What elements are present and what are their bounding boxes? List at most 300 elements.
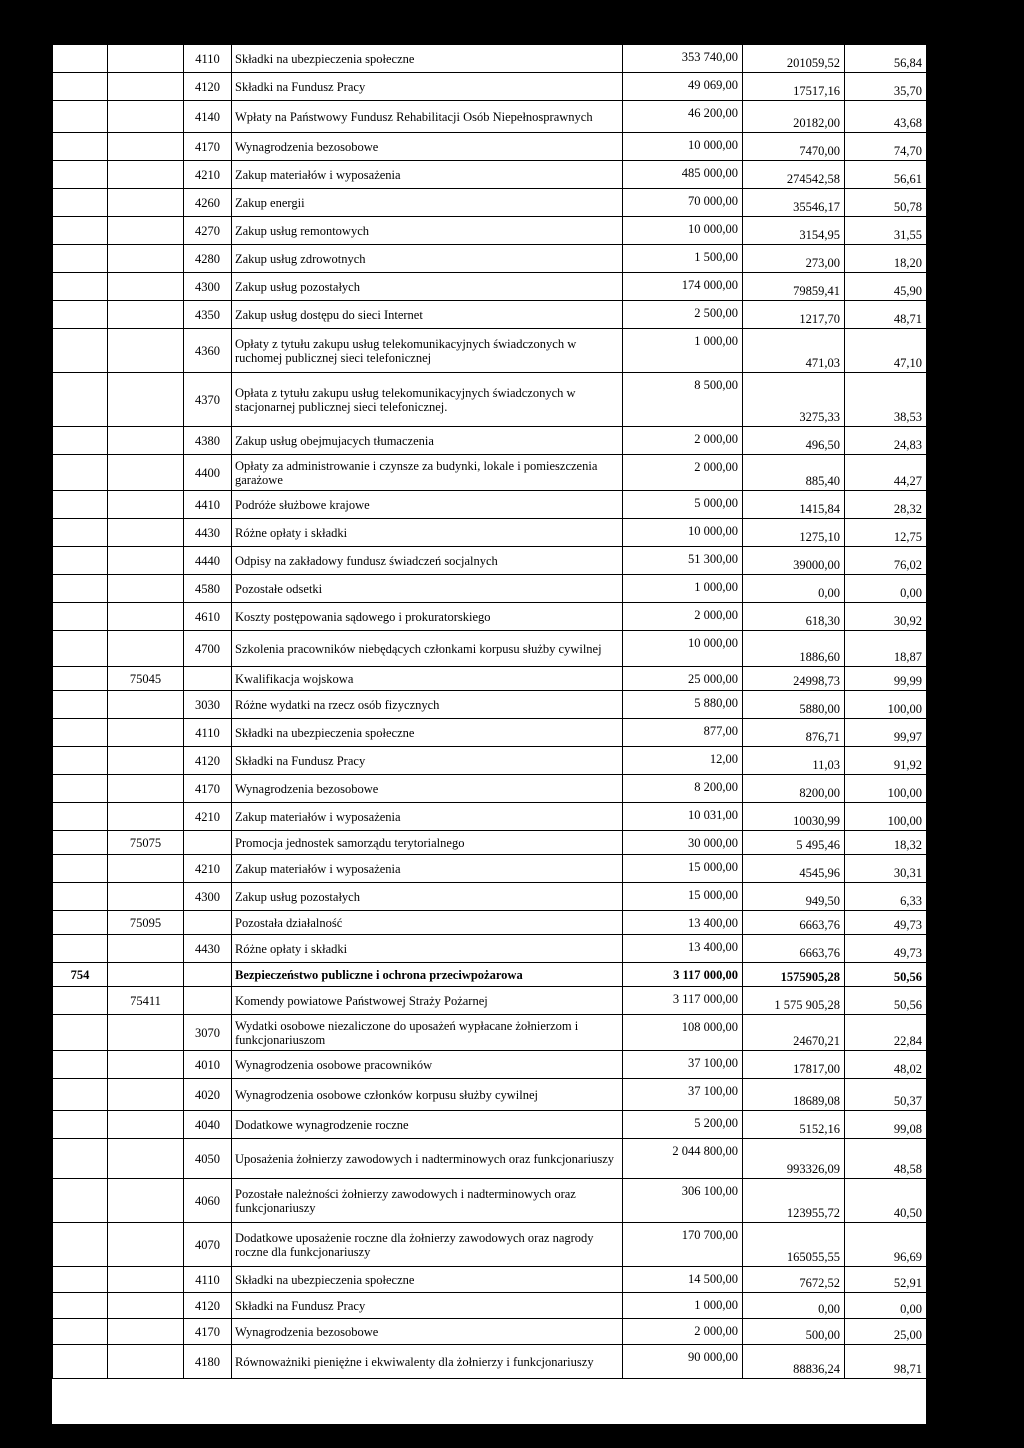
paragraph-code-cell: 4380 <box>184 427 232 455</box>
percent-cell: 18,32 <box>845 831 927 855</box>
plan-amount-cell: 8 500,00 <box>623 373 743 427</box>
chapter-code-cell <box>108 1139 184 1179</box>
chapter-code-cell: 75045 <box>108 667 184 691</box>
plan-amount-cell: 2 000,00 <box>623 427 743 455</box>
table-row <box>53 133 927 161</box>
percent-cell: 50,56 <box>845 987 927 1015</box>
chapter-code-cell <box>108 603 184 631</box>
paragraph-code-cell: 4180 <box>184 1345 232 1379</box>
paragraph-code-cell: 4170 <box>184 1319 232 1345</box>
executed-amount-cell: 273,00 <box>743 245 845 273</box>
percent-cell: 30,92 <box>845 603 927 631</box>
chapter-code-cell <box>108 189 184 217</box>
plan-amount-cell: 10 000,00 <box>623 217 743 245</box>
section-code-cell <box>53 189 108 217</box>
description-cell: Różne opłaty i składki <box>232 935 623 963</box>
percent-cell: 45,90 <box>845 273 927 301</box>
chapter-code-cell <box>108 1051 184 1079</box>
paragraph-code-cell: 4430 <box>184 519 232 547</box>
percent-cell: 50,56 <box>845 963 927 987</box>
percent-cell: 28,32 <box>845 491 927 519</box>
percent-cell: 99,08 <box>845 1111 927 1139</box>
description-cell: Pozostałe należności żołnierzy zawodowych i nadterminowych oraz funkcjonariuszy <box>232 1179 623 1223</box>
table-body <box>53 45 927 1379</box>
percent-cell: 30,31 <box>845 855 927 883</box>
description-cell: Równoważniki pieniężne i ekwiwalenty dla żołnierzy i funkcjonariuszy <box>232 1345 623 1379</box>
paragraph-code-cell: 4280 <box>184 245 232 273</box>
paragraph-code-cell: 4440 <box>184 547 232 575</box>
percent-cell: 6,33 <box>845 883 927 911</box>
table-row <box>53 883 927 911</box>
percent-cell: 50,78 <box>845 189 927 217</box>
description-cell: Wynagrodzenia osobowe członków korpusu służby cywilnej <box>232 1079 623 1111</box>
percent-cell: 100,00 <box>845 803 927 831</box>
section-code-cell <box>53 1267 108 1293</box>
percent-cell: 38,53 <box>845 373 927 427</box>
description-cell: Zakup energii <box>232 189 623 217</box>
chapter-code-cell <box>108 301 184 329</box>
chapter-code-cell <box>108 1015 184 1051</box>
description-cell: Opłata z tytułu zakupu usług telekomunikacyjnych świadczonych w stacjonarnej publicznej sieci telefonicznej. <box>232 373 623 427</box>
section-code-cell <box>53 603 108 631</box>
plan-amount-cell: 2 500,00 <box>623 301 743 329</box>
chapter-code-cell <box>108 73 184 101</box>
table-row <box>53 831 927 855</box>
percent-cell: 40,50 <box>845 1179 927 1223</box>
executed-amount-cell: 1575905,28 <box>743 963 845 987</box>
table-row <box>53 747 927 775</box>
executed-amount-cell: 17517,16 <box>743 73 845 101</box>
table-row <box>53 73 927 101</box>
paragraph-code-cell: 4120 <box>184 747 232 775</box>
percent-cell: 24,83 <box>845 427 927 455</box>
section-code-cell <box>53 691 108 719</box>
percent-cell: 12,75 <box>845 519 927 547</box>
plan-amount-cell: 37 100,00 <box>623 1051 743 1079</box>
table-row <box>53 1139 927 1179</box>
plan-amount-cell: 1 000,00 <box>623 329 743 373</box>
plan-amount-cell: 174 000,00 <box>623 273 743 301</box>
paragraph-code-cell: 4110 <box>184 1267 232 1293</box>
chapter-code-cell <box>108 1223 184 1267</box>
description-cell: Kwalifikacja wojskowa <box>232 667 623 691</box>
description-cell: Zakup materiałów i wyposażenia <box>232 161 623 189</box>
table-row <box>53 519 927 547</box>
table-row <box>53 575 927 603</box>
executed-amount-cell: 0,00 <box>743 1293 845 1319</box>
chapter-code-cell <box>108 45 184 73</box>
table-row <box>53 491 927 519</box>
percent-cell: 99,99 <box>845 667 927 691</box>
paragraph-code-cell: 4010 <box>184 1051 232 1079</box>
description-cell: Składki na ubezpieczenia społeczne <box>232 45 623 73</box>
executed-amount-cell: 10030,99 <box>743 803 845 831</box>
description-cell: Wynagrodzenia bezosobowe <box>232 1319 623 1345</box>
table-row <box>53 911 927 935</box>
paragraph-code-cell: 4060 <box>184 1179 232 1223</box>
executed-amount-cell: 3275,33 <box>743 373 845 427</box>
executed-amount-cell: 35546,17 <box>743 189 845 217</box>
description-cell: Zakup materiałów i wyposażenia <box>232 803 623 831</box>
section-code-cell <box>53 161 108 189</box>
budget-table <box>52 44 927 1379</box>
table-row <box>53 963 927 987</box>
description-cell: Komendy powiatowe Państwowej Straży Pożarnej <box>232 987 623 1015</box>
executed-amount-cell: 123955,72 <box>743 1179 845 1223</box>
description-cell: Składki na ubezpieczenia społeczne <box>232 1267 623 1293</box>
chapter-code-cell <box>108 101 184 133</box>
section-code-cell <box>53 911 108 935</box>
executed-amount-cell: 618,30 <box>743 603 845 631</box>
table-row <box>53 101 927 133</box>
description-cell: Zakup usług dostępu do sieci Internet <box>232 301 623 329</box>
section-code-cell <box>53 775 108 803</box>
percent-cell: 0,00 <box>845 1293 927 1319</box>
description-cell: Wynagrodzenia bezosobowe <box>232 133 623 161</box>
plan-amount-cell: 10 000,00 <box>623 519 743 547</box>
description-cell: Koszty postępowania sądowego i prokuratorskiego <box>232 603 623 631</box>
table-row <box>53 45 927 73</box>
section-code-cell <box>53 575 108 603</box>
plan-amount-cell: 877,00 <box>623 719 743 747</box>
table-row <box>53 1267 927 1293</box>
table-row <box>53 631 927 667</box>
section-code-cell <box>53 803 108 831</box>
chapter-code-cell <box>108 1345 184 1379</box>
chapter-code-cell <box>108 1293 184 1319</box>
description-cell: Składki na Fundusz Pracy <box>232 73 623 101</box>
executed-amount-cell: 8200,00 <box>743 775 845 803</box>
plan-amount-cell: 2 000,00 <box>623 603 743 631</box>
table-row <box>53 273 927 301</box>
table-row <box>53 1015 927 1051</box>
executed-amount-cell: 5880,00 <box>743 691 845 719</box>
plan-amount-cell: 8 200,00 <box>623 775 743 803</box>
section-code-cell <box>53 831 108 855</box>
executed-amount-cell: 274542,58 <box>743 161 845 189</box>
section-code-cell <box>53 45 108 73</box>
plan-amount-cell: 485 000,00 <box>623 161 743 189</box>
executed-amount-cell: 201059,52 <box>743 45 845 73</box>
plan-amount-cell: 3 117 000,00 <box>623 963 743 987</box>
section-code-cell <box>53 547 108 575</box>
percent-cell: 50,37 <box>845 1079 927 1111</box>
executed-amount-cell: 7672,52 <box>743 1267 845 1293</box>
chapter-code-cell <box>108 491 184 519</box>
executed-amount-cell: 20182,00 <box>743 101 845 133</box>
section-code-cell: 754 <box>53 963 108 987</box>
plan-amount-cell: 5 880,00 <box>623 691 743 719</box>
executed-amount-cell: 496,50 <box>743 427 845 455</box>
section-code-cell <box>53 1179 108 1223</box>
section-code-cell <box>53 855 108 883</box>
percent-cell: 48,71 <box>845 301 927 329</box>
paragraph-code-cell <box>184 987 232 1015</box>
description-cell: Bezpieczeństwo publiczne i ochrona przeciwpożarowa <box>232 963 623 987</box>
plan-amount-cell: 1 500,00 <box>623 245 743 273</box>
plan-amount-cell: 14 500,00 <box>623 1267 743 1293</box>
section-code-cell <box>53 1223 108 1267</box>
section-code-cell <box>53 667 108 691</box>
paragraph-code-cell: 4210 <box>184 803 232 831</box>
section-code-cell <box>53 1051 108 1079</box>
table-row <box>53 935 927 963</box>
section-code-cell <box>53 883 108 911</box>
executed-amount-cell: 6663,76 <box>743 911 845 935</box>
plan-amount-cell: 5 200,00 <box>623 1111 743 1139</box>
executed-amount-cell: 3154,95 <box>743 217 845 245</box>
percent-cell: 49,73 <box>845 911 927 935</box>
plan-amount-cell: 1 000,00 <box>623 1293 743 1319</box>
plan-amount-cell: 10 031,00 <box>623 803 743 831</box>
executed-amount-cell: 1275,10 <box>743 519 845 547</box>
plan-amount-cell: 2 044 800,00 <box>623 1139 743 1179</box>
executed-amount-cell: 6663,76 <box>743 935 845 963</box>
description-cell: Dodatkowe wynagrodzenie roczne <box>232 1111 623 1139</box>
description-cell: Opłaty za administrowanie i czynsze za budynki, lokale i pomieszczenia garażowe <box>232 455 623 491</box>
percent-cell: 18,20 <box>845 245 927 273</box>
executed-amount-cell: 18689,08 <box>743 1079 845 1111</box>
plan-amount-cell: 90 000,00 <box>623 1345 743 1379</box>
executed-amount-cell: 24670,21 <box>743 1015 845 1051</box>
section-code-cell <box>53 1139 108 1179</box>
plan-amount-cell: 46 200,00 <box>623 101 743 133</box>
executed-amount-cell: 39000,00 <box>743 547 845 575</box>
executed-amount-cell: 5152,16 <box>743 1111 845 1139</box>
plan-amount-cell: 30 000,00 <box>623 831 743 855</box>
executed-amount-cell: 876,71 <box>743 719 845 747</box>
executed-amount-cell: 5 495,46 <box>743 831 845 855</box>
executed-amount-cell: 1415,84 <box>743 491 845 519</box>
paragraph-code-cell: 4300 <box>184 883 232 911</box>
percent-cell: 18,87 <box>845 631 927 667</box>
table-row <box>53 1319 927 1345</box>
percent-cell: 43,68 <box>845 101 927 133</box>
percent-cell: 25,00 <box>845 1319 927 1345</box>
executed-amount-cell: 24998,73 <box>743 667 845 691</box>
table-row <box>53 803 927 831</box>
section-code-cell <box>53 373 108 427</box>
chapter-code-cell <box>108 855 184 883</box>
percent-cell: 98,71 <box>845 1345 927 1379</box>
table-row <box>53 1111 927 1139</box>
section-code-cell <box>53 301 108 329</box>
chapter-code-cell <box>108 1079 184 1111</box>
percent-cell: 52,91 <box>845 1267 927 1293</box>
paragraph-code-cell: 3070 <box>184 1015 232 1051</box>
table-row <box>53 1345 927 1379</box>
chapter-code-cell <box>108 883 184 911</box>
paragraph-code-cell: 4120 <box>184 1293 232 1319</box>
chapter-code-cell <box>108 963 184 987</box>
percent-cell: 99,97 <box>845 719 927 747</box>
executed-amount-cell: 11,03 <box>743 747 845 775</box>
paragraph-code-cell: 4210 <box>184 161 232 189</box>
paragraph-code-cell: 4400 <box>184 455 232 491</box>
section-code-cell <box>53 245 108 273</box>
plan-amount-cell: 12,00 <box>623 747 743 775</box>
section-code-cell <box>53 1111 108 1139</box>
executed-amount-cell: 0,00 <box>743 575 845 603</box>
section-code-cell <box>53 935 108 963</box>
chapter-code-cell <box>108 519 184 547</box>
table-row <box>53 189 927 217</box>
paragraph-code-cell: 4070 <box>184 1223 232 1267</box>
table-row <box>53 775 927 803</box>
plan-amount-cell: 5 000,00 <box>623 491 743 519</box>
paragraph-code-cell <box>184 963 232 987</box>
section-code-cell <box>53 1293 108 1319</box>
chapter-code-cell: 75075 <box>108 831 184 855</box>
table-row <box>53 1293 927 1319</box>
description-cell: Opłaty z tytułu zakupu usług telekomunikacyjnych świadczonych w ruchomej publicznej sieci telefonicznej <box>232 329 623 373</box>
chapter-code-cell: 75411 <box>108 987 184 1015</box>
table-row <box>53 547 927 575</box>
plan-amount-cell: 51 300,00 <box>623 547 743 575</box>
plan-amount-cell: 3 117 000,00 <box>623 987 743 1015</box>
chapter-code-cell <box>108 427 184 455</box>
section-code-cell <box>53 329 108 373</box>
description-cell: Zakup usług obejmujacych tłumaczenia <box>232 427 623 455</box>
table-row <box>53 161 927 189</box>
table-row <box>53 1051 927 1079</box>
section-code-cell <box>53 133 108 161</box>
description-cell: Podróże służbowe krajowe <box>232 491 623 519</box>
paragraph-code-cell: 4360 <box>184 329 232 373</box>
plan-amount-cell: 2 000,00 <box>623 455 743 491</box>
table-row <box>53 455 927 491</box>
plan-amount-cell: 353 740,00 <box>623 45 743 73</box>
executed-amount-cell: 165055,55 <box>743 1223 845 1267</box>
percent-cell: 76,02 <box>845 547 927 575</box>
chapter-code-cell <box>108 455 184 491</box>
description-cell: Składki na ubezpieczenia społeczne <box>232 719 623 747</box>
executed-amount-cell: 993326,09 <box>743 1139 845 1179</box>
chapter-code-cell <box>108 691 184 719</box>
chapter-code-cell <box>108 373 184 427</box>
description-cell: Składki na Fundusz Pracy <box>232 1293 623 1319</box>
chapter-code-cell <box>108 631 184 667</box>
table-row <box>53 301 927 329</box>
chapter-code-cell <box>108 1179 184 1223</box>
paragraph-code-cell: 4110 <box>184 719 232 747</box>
chapter-code-cell <box>108 575 184 603</box>
chapter-code-cell <box>108 719 184 747</box>
description-cell: Wynagrodzenia bezosobowe <box>232 775 623 803</box>
plan-amount-cell: 49 069,00 <box>623 73 743 101</box>
chapter-code-cell <box>108 775 184 803</box>
percent-cell: 74,70 <box>845 133 927 161</box>
paragraph-code-cell: 4040 <box>184 1111 232 1139</box>
description-cell: Różne opłaty i składki <box>232 519 623 547</box>
percent-cell: 31,55 <box>845 217 927 245</box>
percent-cell: 47,10 <box>845 329 927 373</box>
description-cell: Składki na Fundusz Pracy <box>232 747 623 775</box>
chapter-code-cell <box>108 329 184 373</box>
plan-amount-cell: 70 000,00 <box>623 189 743 217</box>
chapter-code-cell <box>108 803 184 831</box>
paragraph-code-cell: 4120 <box>184 73 232 101</box>
paragraph-code-cell: 4210 <box>184 855 232 883</box>
section-code-cell <box>53 987 108 1015</box>
chapter-code-cell <box>108 1319 184 1345</box>
description-cell: Wpłaty na Państwowy Fundusz Rehabilitacji Osób Niepełnosprawnych <box>232 101 623 133</box>
percent-cell: 48,58 <box>845 1139 927 1179</box>
chapter-code-cell <box>108 747 184 775</box>
executed-amount-cell: 1886,60 <box>743 631 845 667</box>
description-cell: Pozostałe odsetki <box>232 575 623 603</box>
paragraph-code-cell: 4170 <box>184 133 232 161</box>
chapter-code-cell <box>108 1111 184 1139</box>
table-row <box>53 719 927 747</box>
chapter-code-cell <box>108 547 184 575</box>
table-row <box>53 855 927 883</box>
percent-cell: 48,02 <box>845 1051 927 1079</box>
executed-amount-cell: 4545,96 <box>743 855 845 883</box>
percent-cell: 96,69 <box>845 1223 927 1267</box>
plan-amount-cell: 13 400,00 <box>623 935 743 963</box>
description-cell: Zakup materiałów i wyposażenia <box>232 855 623 883</box>
description-cell: Różne wydatki na rzecz osób fizycznych <box>232 691 623 719</box>
paragraph-code-cell: 4580 <box>184 575 232 603</box>
executed-amount-cell: 949,50 <box>743 883 845 911</box>
executed-amount-cell: 17817,00 <box>743 1051 845 1079</box>
description-cell: Wydatki osobowe niezaliczone do uposażeń wypłacane żołnierzom i funkcjonariuszom <box>232 1015 623 1051</box>
paragraph-code-cell: 4700 <box>184 631 232 667</box>
table-row <box>53 691 927 719</box>
chapter-code-cell: 75095 <box>108 911 184 935</box>
paragraph-code-cell: 4260 <box>184 189 232 217</box>
executed-amount-cell: 7470,00 <box>743 133 845 161</box>
section-code-cell <box>53 1345 108 1379</box>
executed-amount-cell: 1 575 905,28 <box>743 987 845 1015</box>
paragraph-code-cell: 4370 <box>184 373 232 427</box>
percent-cell: 22,84 <box>845 1015 927 1051</box>
section-code-cell <box>53 273 108 301</box>
section-code-cell <box>53 1015 108 1051</box>
description-cell: Promocja jednostek samorządu terytorialnego <box>232 831 623 855</box>
percent-cell: 91,92 <box>845 747 927 775</box>
table-row <box>53 373 927 427</box>
table-row <box>53 1223 927 1267</box>
paragraph-code-cell: 4140 <box>184 101 232 133</box>
section-code-cell <box>53 427 108 455</box>
description-cell: Pozostała działalność <box>232 911 623 935</box>
percent-cell: 0,00 <box>845 575 927 603</box>
plan-amount-cell: 15 000,00 <box>623 855 743 883</box>
plan-amount-cell: 2 000,00 <box>623 1319 743 1345</box>
section-code-cell <box>53 1319 108 1345</box>
executed-amount-cell: 88836,24 <box>743 1345 845 1379</box>
table-row <box>53 667 927 691</box>
section-code-cell <box>53 631 108 667</box>
description-cell: Odpisy na zakładowy fundusz świadczeń socjalnych <box>232 547 623 575</box>
section-code-cell <box>53 217 108 245</box>
paragraph-code-cell <box>184 831 232 855</box>
paragraph-code-cell: 4170 <box>184 775 232 803</box>
table-row <box>53 427 927 455</box>
plan-amount-cell: 10 000,00 <box>623 631 743 667</box>
paragraph-code-cell: 4020 <box>184 1079 232 1111</box>
chapter-code-cell <box>108 217 184 245</box>
plan-amount-cell: 10 000,00 <box>623 133 743 161</box>
plan-amount-cell: 170 700,00 <box>623 1223 743 1267</box>
plan-amount-cell: 306 100,00 <box>623 1179 743 1223</box>
percent-cell: 100,00 <box>845 775 927 803</box>
paragraph-code-cell: 4610 <box>184 603 232 631</box>
percent-cell: 56,84 <box>845 45 927 73</box>
description-cell: Wynagrodzenia osobowe pracowników <box>232 1051 623 1079</box>
